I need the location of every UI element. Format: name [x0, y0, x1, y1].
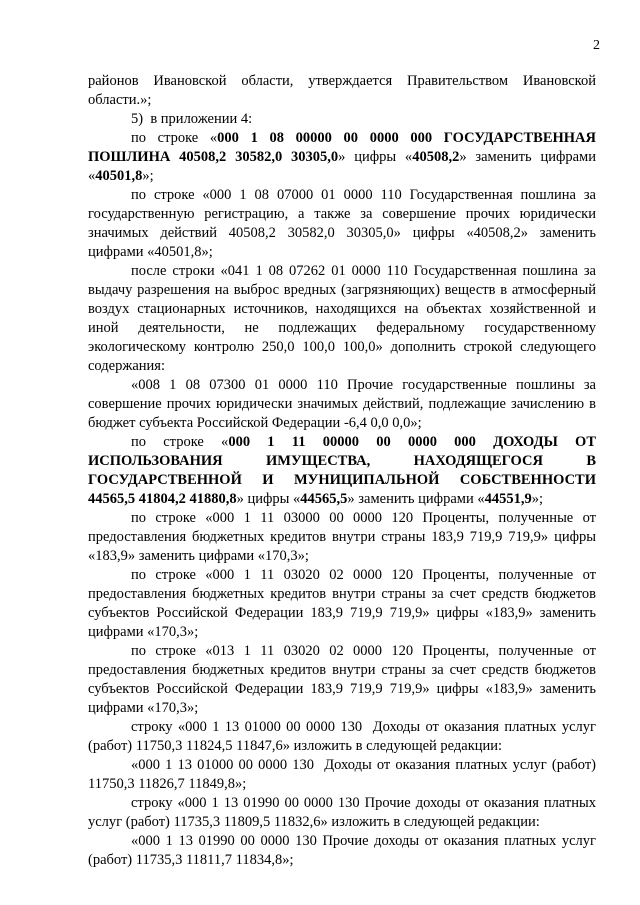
paragraph-other-paid-services-row: строку «000 1 13 01990 00 0000 130 Прочие доходы от оказания платных услуг (работ) 11735,3 11809,5 11832,6» изложить в следующей редакции:: [88, 795, 596, 830]
text-fragment: »;: [531, 491, 543, 507]
page-number: 2: [593, 38, 600, 53]
paragraph-other-paid-services-new: «000 1 13 01990 00 0000 130 Прочие доходы от оказания платных услуг (работ) 11735,3 11811,7 11834,8»;: [88, 833, 596, 868]
text-fragment: » заменить цифрами «: [88, 149, 596, 184]
text-fragment: по строке «: [131, 434, 229, 450]
paragraph-appendix-4-heading: 5) в приложении 4:: [131, 111, 253, 127]
bold-new-value: 44551,9: [484, 491, 532, 507]
bold-new-value: 40501,8: [95, 168, 143, 184]
bold-old-value: 44565,5: [300, 491, 348, 507]
paragraph-interest-row-3: по строке «013 1 11 03020 02 0000 120 Проценты, полученные от предоставления бюджетных кредитов внутри страны за счет средств бюджетов субъектов Российской Федерации 183,9 719,9 719,9» цифры «183,9» заменить цифрами «170,3»;: [88, 643, 596, 716]
bold-old-value: 40508,2: [412, 149, 460, 165]
paragraph-interest-row-1: по строке «000 1 11 03000 00 0000 120 Проценты, полученные от предоставления бюджетных кредитов внутри страны 183,9 719,9 719,9» цифры «183,9» заменить цифрами «170,3»;: [88, 510, 596, 564]
paragraph-state-registration-row: по строке «000 1 08 07000 01 0000 110 Государственная пошлина за государственную регистрацию, а также за совершение прочих юридически значимых действий 40508,2 30582,0 30305,0» цифры «40508,2» заменить цифрами «40501,8»;: [88, 187, 596, 260]
document-body: [88, 72, 596, 870]
paragraph-emission-permit-row: после строки «041 1 08 07262 01 0000 110 Государственная пошлина за выдачу разрешения на выброс вредных (загрязняющих) веществ в атмосферный воздух стационарных источников, находящихся на объектах хозяйственной и иной деятельности, не подлежащих федеральному государственному экологическому контролю 250,0 100,0 100,0» дополнить строкой следующего содержания:: [88, 263, 596, 374]
paragraph-new-row-other-duties: «008 1 08 07300 01 0000 110 Прочие государственные пошлины за совершение прочих юридически значимых действий, подлежащие зачислению в бюджет субъекта Российской Федерации -6,4 0,0 0,0»;: [88, 377, 596, 431]
bold-row-code: 000 1 11 00000 00 0000 000 ДОХОДЫ ОТ ИСПОЛЬЗОВАНИЯ ИМУЩЕСТВА, НАХОДЯЩЕГОСЯ В ГОСУДАРСТВЕННОЙ И МУНИЦИПАЛЬНОЙ СОБСТВЕННОСТИ 44565,5 41804,2 41880,8: [88, 434, 596, 507]
paragraph-state-duty-row: [88, 129, 596, 186]
paragraph-paid-services-row: строку «000 1 13 01000 00 0000 130 Доходы от оказания платных услуг (работ) 11750,3 11824,5 11847,6» изложить в следующей редакции:: [88, 719, 596, 754]
bold-row-code: 000 1 08 00000 00 0000 000 ГОСУДАРСТВЕННАЯ ПОШЛИНА 40508,2 30582,0 30305,0: [88, 130, 596, 165]
paragraph-property-income-row: [88, 433, 596, 509]
text-fragment: по строке «: [131, 130, 218, 146]
text-fragment: »;: [142, 168, 154, 184]
text-fragment: » цифры «: [236, 491, 301, 507]
text-fragment: » цифры «: [338, 149, 413, 165]
text-fragment: » заменить цифрами «: [347, 491, 485, 507]
paragraph-continuation: районов Ивановской области, утверждается Правительством Ивановской области.»;: [88, 73, 596, 108]
paragraph-paid-services-new: «000 1 13 01000 00 0000 130 Доходы от оказания платных услуг (работ) 11750,3 11826,7 11849,8»;: [88, 757, 596, 792]
paragraph-interest-row-2: по строке «000 1 11 03020 02 0000 120 Проценты, полученные от предоставления бюджетных кредитов внутри страны за счет средств бюджетов субъектов Российской Федерации 183,9 719,9 719,9» цифры «183,9» заменить цифрами «170,3»;: [88, 567, 596, 640]
